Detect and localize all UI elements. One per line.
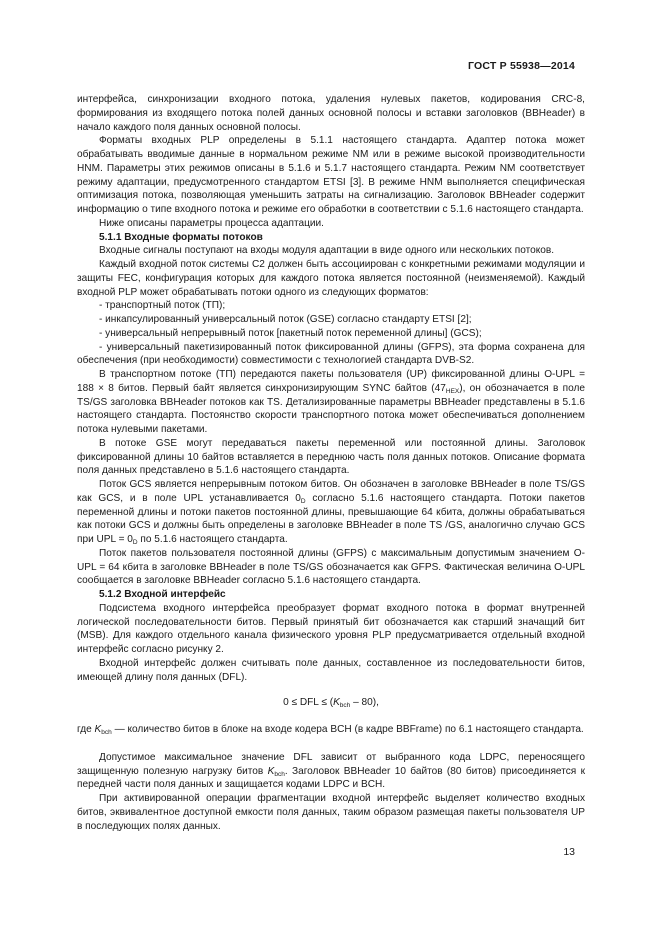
subscript: bch — [339, 702, 351, 710]
text-run: 0 ≤ DFL ≤ ( — [283, 697, 334, 709]
subscript: bch — [274, 770, 285, 778]
paragraph: Ниже описаны параметры процесса адаптации. — [99, 217, 324, 229]
text-run: Допустимое максимальное значение DFL зависит от выбранного кода LDPC, переносящего защищенную полезную нагрузку битов — [77, 751, 585, 777]
paragraph: Входные сигналы поступают на входы модуля адаптации в виде одного или нескольких потоков. — [99, 245, 555, 257]
subscript: D — [300, 497, 306, 505]
variable-k: K — [94, 724, 102, 735]
paragraph: В потоке GSE могут передаваться пакеты переменной или постоянной длины. Заголовок фиксированной длины 10 байтов вставляется в переднюю часть поля данных потоков. Описание формата поля данных представлено в 5.1.6 настоящего стандарта. — [77, 437, 585, 477]
text-run: где — [77, 724, 95, 735]
list-item: - универсальный пакетизированный поток фиксированной длины (GFPS), эта форма сохранена для обеспечения (при необходимости) совместимости с технологией стандарта DVB-S2. — [77, 341, 585, 367]
text-run: Поток GCS является непрерывным потоком битов. Он обозначен в заголовке BBHeader в поле TS/GS как GCS, и в поле UPL устанавливается 0 — [77, 479, 585, 504]
list-item: - универсальный непрерывный поток [пакетный поток переменной длины] (GCS); — [99, 327, 482, 339]
paragraph — [77, 751, 585, 792]
paragraph — [77, 478, 585, 547]
paragraph: интерфейса, синхронизации входного потока, удаления нулевых пакетов, кодирования CRC-8, формирования из входящего потока полей данных основной полосы и вставки заголовков (BBHeader) в начало каждого поля данных основной полосы. — [77, 94, 585, 133]
paragraph: Форматы входных PLP определены в 5.1.1 настоящего стандарта. Адаптер потока может обрабатывать вводимые данные в нормальном режиме NM или в режиме высокой производительности HNM. Параметры этих режимов описаны в 5.1.6 и 5.1.7 настоящего стандарта. Режим NM соответствует режиму адаптации, предусмотренного стандартом ETSI [3]. В режиме HNM выполняется специфическая оптимизация потока, позволяющая уменьшить затраты на сигнализацию. Заголовок BBHeader содержит информацию о типе входного потока и режиме его обработки в соответствии с 5.1.6 настоящего стандарта. — [77, 135, 585, 215]
text-run: – 80), — [350, 697, 379, 709]
subscript: HEX — [445, 387, 460, 395]
paragraph — [77, 368, 585, 437]
text-run: — количество битов в блоке на входе кодера BCH (в кадре BBFrame) по 6.1 настоящего стандарта. — [111, 724, 584, 735]
text-run: В транспортном потоке (ТП) передаются пакеты пользователя (UP) фиксированной длины O-UPL = 188 × 8 битов. Первый байт является синхронизирующим SYNC байтов (47 — [77, 369, 585, 394]
paragraph: Подсистема входного интерфейса преобразует формат входного потока в формат внутренней логической последовательности битов. Первый принятый бит обозначается как старший значащий бит (MSB). Для каждого отдельного канала физического уровня PLP предусматривается отдельный входной интерфейс согласно рисунку 2. — [77, 602, 585, 655]
text-run: по 5.1.6 настоящего стандарта. — [137, 534, 288, 545]
text-run: . Заголовок BBHeader 10 байтов (80 битов) присоединяется к передней части поля данных и защищается кодами LDPC и BCH. — [77, 765, 585, 791]
document-header: ГОСТ Р 55938—2014 — [467, 60, 575, 72]
document-body — [77, 93, 585, 833]
paragraph: Каждый входной поток системы C2 должен быть ассоциирован с конкретными режимами модуляции и защиты FEC, конфигурация которых для каждого потока является постоянной (неизменяемой). Каждый входной PLP может обрабатывать потоки одного из следующих форматов: — [77, 259, 585, 298]
text-run: ), он обозначается в поле TS/GS заголовка BBHeader потоков как TS. Детализированные параметры BBHeader представлены в 5.1.6 настоящего стандарта. Постоянство скорости транспортного потока может обеспечиваться дополнением потока нулевыми пакетами. — [77, 382, 585, 435]
text-run: согласно 5.1.6 настоящего стандарта. Потоки пакетов переменной длины и потоки пакетов постоянной длины, превышающие 64 кбита, должны обрабатываться как потоки GCS и должны быть определены в заголовке BBHeader в поле TS /GS, аналогично случаю GCS при UPL = 0 — [77, 492, 585, 545]
section-heading-5-1-1: 5.1.1 Входные форматы потоков — [99, 231, 263, 243]
variable-k: K — [267, 765, 275, 777]
subscript: bch — [101, 729, 112, 736]
list-item: - инкапсулированный универсальный поток (GSE) согласно стандарту ETSI [2]; — [99, 314, 472, 325]
paragraph: Поток пакетов пользователя постоянной длины (GFPS) с максимальным допустимым значением O-UPL = 64 кбита в заголовке BBHeader в поле TS/GS обозначается как GFPS. Фактическая величина O-UPL сообщается в заголовке BBHeader согласно 5.1.6 настоящего стандарта. — [77, 547, 585, 587]
paragraph: Входной интерфейс должен считывать поле данных, составленное из последовательности битов, имеющей длину поля данных (DFL). — [77, 657, 585, 683]
formula — [77, 696, 585, 710]
section-heading-5-1-2: 5.1.2 Входной интерфейс — [99, 589, 226, 600]
paragraph: При активированной операции фрагментации входной интерфейс выделяет количество входных битов, эквивалентное доступной емкости поля данных, таким образом размещая пакеты пользователя UP в последующих полях данных. — [77, 793, 585, 832]
variable-k: K — [333, 697, 340, 709]
page-number: 13 — [563, 846, 575, 858]
formula-definition — [77, 723, 585, 737]
subscript: D — [132, 539, 138, 546]
list-item: - транспортный поток (ТП); — [99, 300, 226, 312]
